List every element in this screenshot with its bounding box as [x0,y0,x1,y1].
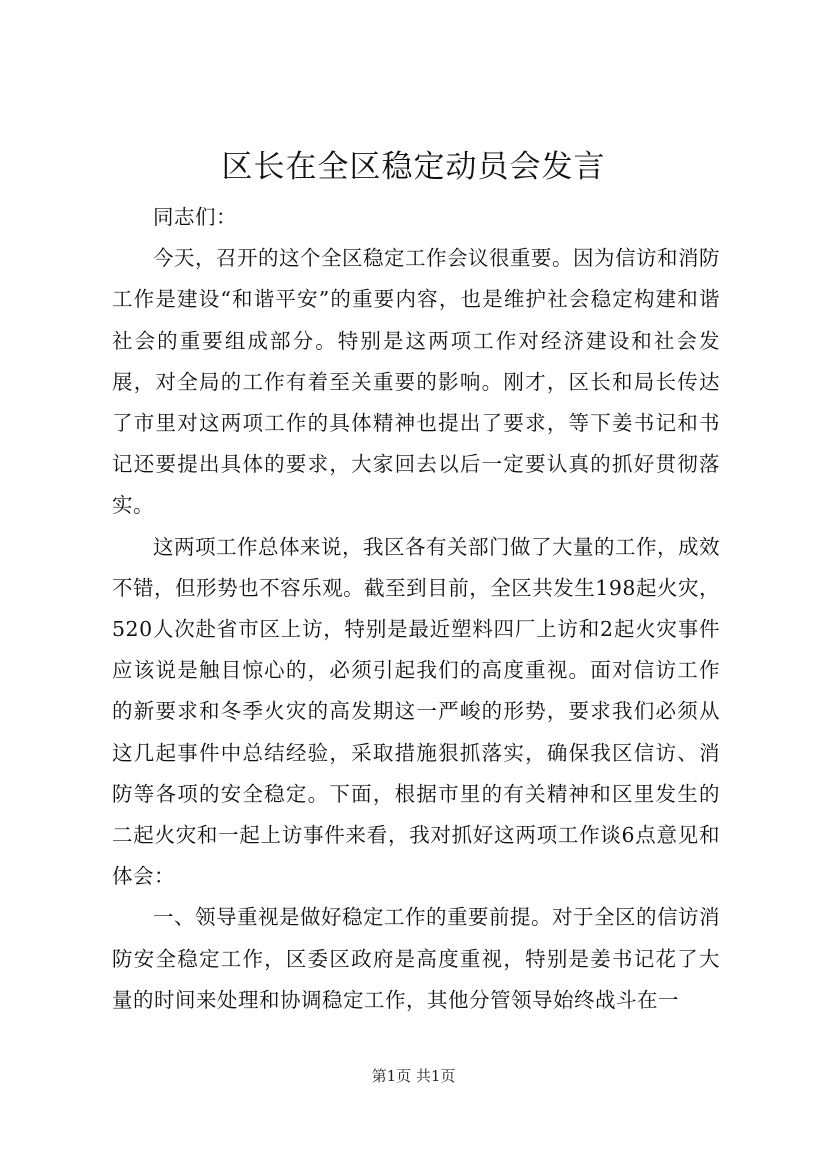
paragraph-situation: 这两项工作总体来说，我区各有关部门做了大量的工作，成效不错，但形势也不容乐观。截至到目前，全区共发生198起火灾，520人次赴省市区上访，特别是最近塑料四厂上访和2起火灾事件应该说是触目惊心的，必须引起我们的高度重视。面对信访工作的新要求和冬季火灾的高发期这一严峻的形势，要求我们必须从这几起事件中总结经验，采取措施狠抓落实，确保我区信访、消防等各项的安全稳定。下面，根据市里的有关精神和区里发生的二起火灾和一起上访事件来看，我对抓好这两项工作谈6点意见和体会： [112,534,720,889]
paragraph-intro: 今天，召开的这个全区稳定工作会议很重要。因为信访和消防工作是建设“和谐平安”的重要内容，也是维护社会稳定构建和谐社会的重要组成部分。特别是这两项工作对经济建设和社会发展，对全局的工作有着至关重要的影响。刚才，区长和局长传达了市里对这两项工作的具体精神也提出了要求，等下姜书记和书记还要提出具体的要求，大家回去以后一定要认真的抓好贯彻落实。 [112,246,720,518]
paragraph-point-one: 一、领导重视是做好稳定工作的重要前提。对于全区的信访消防安全稳定工作，区委区政府是高度重视，特别是姜书记花了大量的时间来处理和协调稳定工作，其他分管领导始终战斗在一 [112,905,720,1012]
salutation: 同志们： [153,205,237,229]
page-footer: 第1页 共1页 [371,1067,456,1085]
document-body [112,197,720,1021]
document-title: 区长在全区稳定动员会发言 [221,149,606,185]
